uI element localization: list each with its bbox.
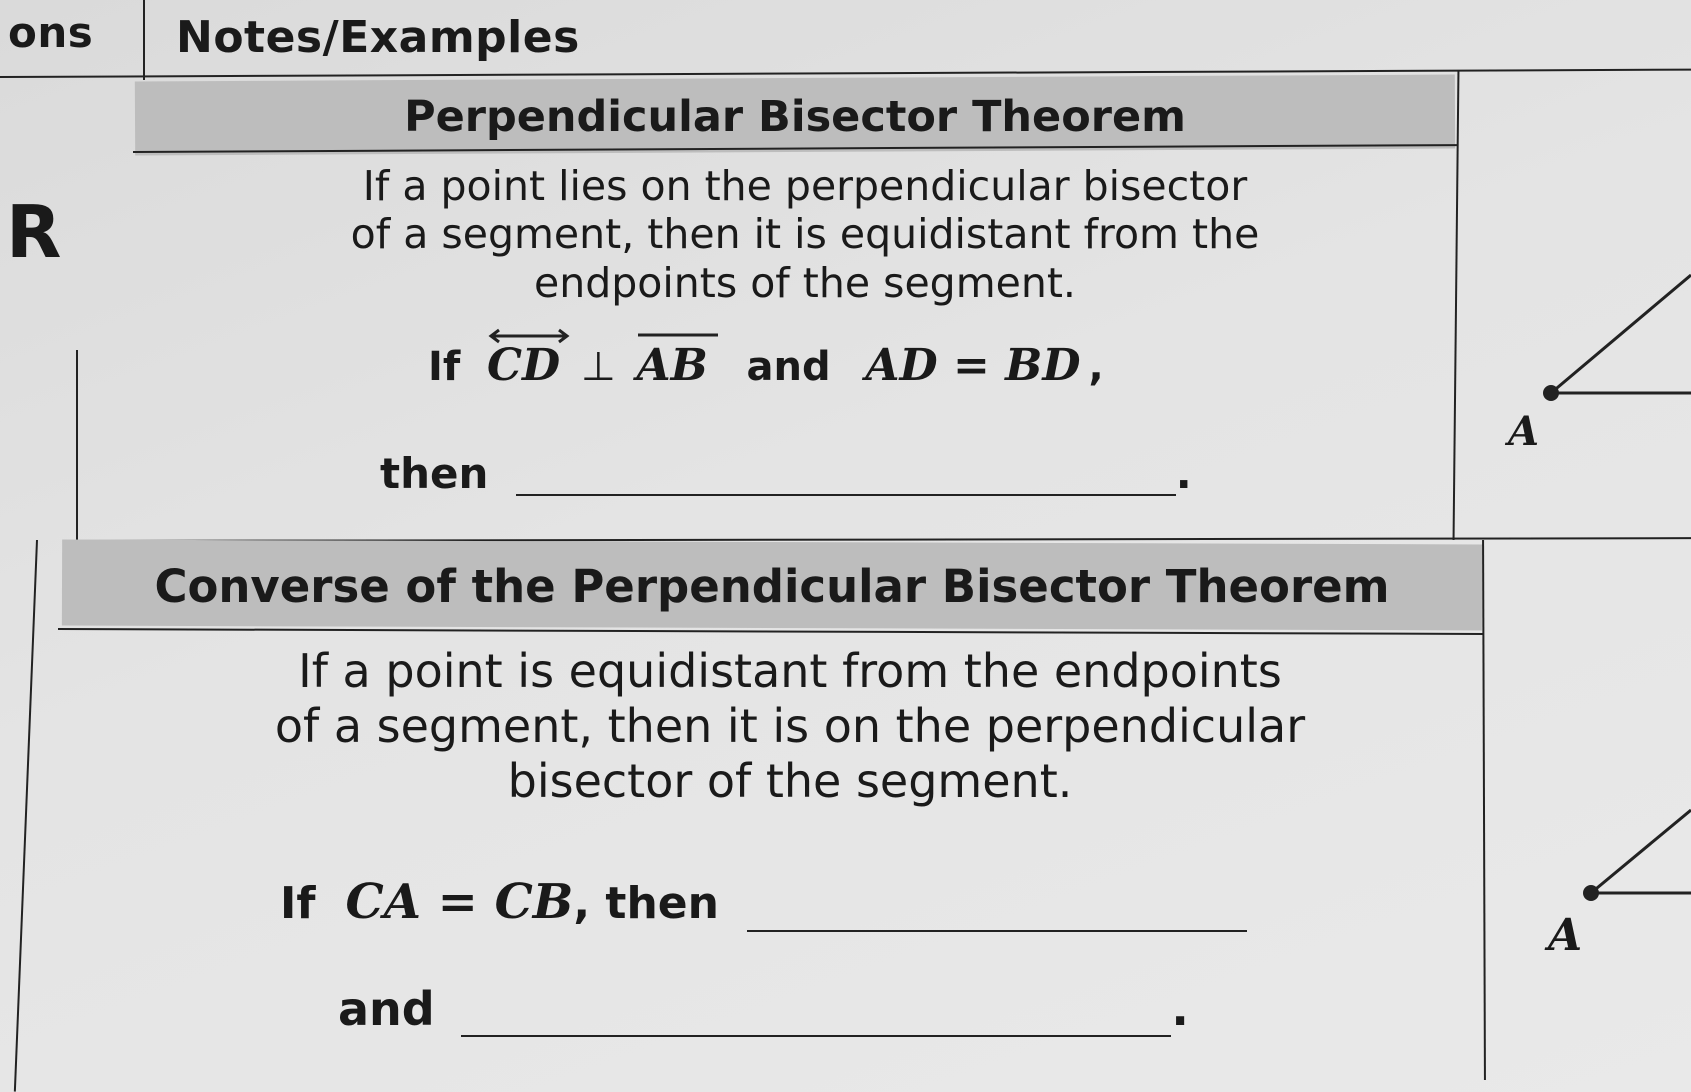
figure-top <box>1471 260 1691 480</box>
segment-ab-label: AB <box>636 340 708 391</box>
theorem2-period: . <box>1171 982 1189 1036</box>
theorem1-comma: , <box>1088 344 1104 390</box>
theorem1-answer-blank[interactable] <box>516 448 1176 496</box>
theorem2-answer-blank-2[interactable] <box>461 991 1171 1037</box>
theorem2-title: Converse of the Perpendicular Bisector Theorem <box>154 560 1390 613</box>
theorem1-and-word: and <box>746 344 831 390</box>
theorem2-line1: If a point is equidistant from the endpoints <box>298 644 1282 698</box>
perpendicular-symbol: ⊥ <box>580 344 616 390</box>
figure-top-slant-line <box>1551 275 1691 393</box>
theorem1-then-word: then <box>380 449 489 498</box>
double-arrow-icon <box>487 328 571 344</box>
theorem2-then-text: , then <box>573 878 719 929</box>
theorem1-statement <box>160 162 1450 307</box>
theorem1-line1: If a point lies on the perpendicular bisector <box>362 162 1248 210</box>
theorem1-line2: of a segment, then it is equidistant from the <box>350 210 1260 259</box>
theorem1-left-border <box>76 350 78 542</box>
figure-bottom-label-a: A <box>1548 910 1583 961</box>
figure-top-point-a <box>1543 385 1559 401</box>
theorem1-if-word: If <box>428 344 461 390</box>
theorem2-left-border <box>14 540 38 1092</box>
theorem2-if-statement <box>280 874 1247 932</box>
ray-cd-label: CD <box>487 340 561 391</box>
theorem1-then-row <box>380 448 1192 498</box>
column-header-fragment: ons <box>8 8 94 57</box>
figure-bottom <box>1471 790 1691 1010</box>
theorem2-line3: bisector of the segment. <box>507 754 1073 809</box>
margin-letter: R <box>6 190 62 274</box>
figure-bottom-point-a <box>1583 885 1599 901</box>
figure-bottom-slant-line <box>1591 810 1691 893</box>
theorem1-title: Perpendicular Bisector Theorem <box>404 92 1186 142</box>
theorem2-and-word: and <box>338 982 435 1036</box>
ray-cd <box>487 340 560 391</box>
notes-examples-header: Notes/Examples <box>176 12 580 63</box>
theorem2-if-word: If <box>280 878 316 929</box>
theorem2-statement <box>100 644 1480 810</box>
theorem2-answer-blank-1[interactable] <box>747 886 1247 932</box>
overline-bar <box>636 332 720 338</box>
theorem2-and-row <box>338 982 1189 1037</box>
theorem2-line2: of a segment, then it is on the perpendicular <box>274 699 1306 754</box>
theorem1-period: . <box>1175 449 1192 498</box>
header-column-divider <box>143 0 145 80</box>
theorem1-if-statement <box>428 340 1104 391</box>
segment-ab <box>636 340 707 391</box>
theorem1-line3: endpoints of the segment. <box>534 258 1076 307</box>
theorem1-equation: AD = BD <box>865 340 1081 391</box>
theorem2-equation: CA = CB <box>345 874 574 930</box>
figure-top-label-a: A <box>1508 408 1540 455</box>
